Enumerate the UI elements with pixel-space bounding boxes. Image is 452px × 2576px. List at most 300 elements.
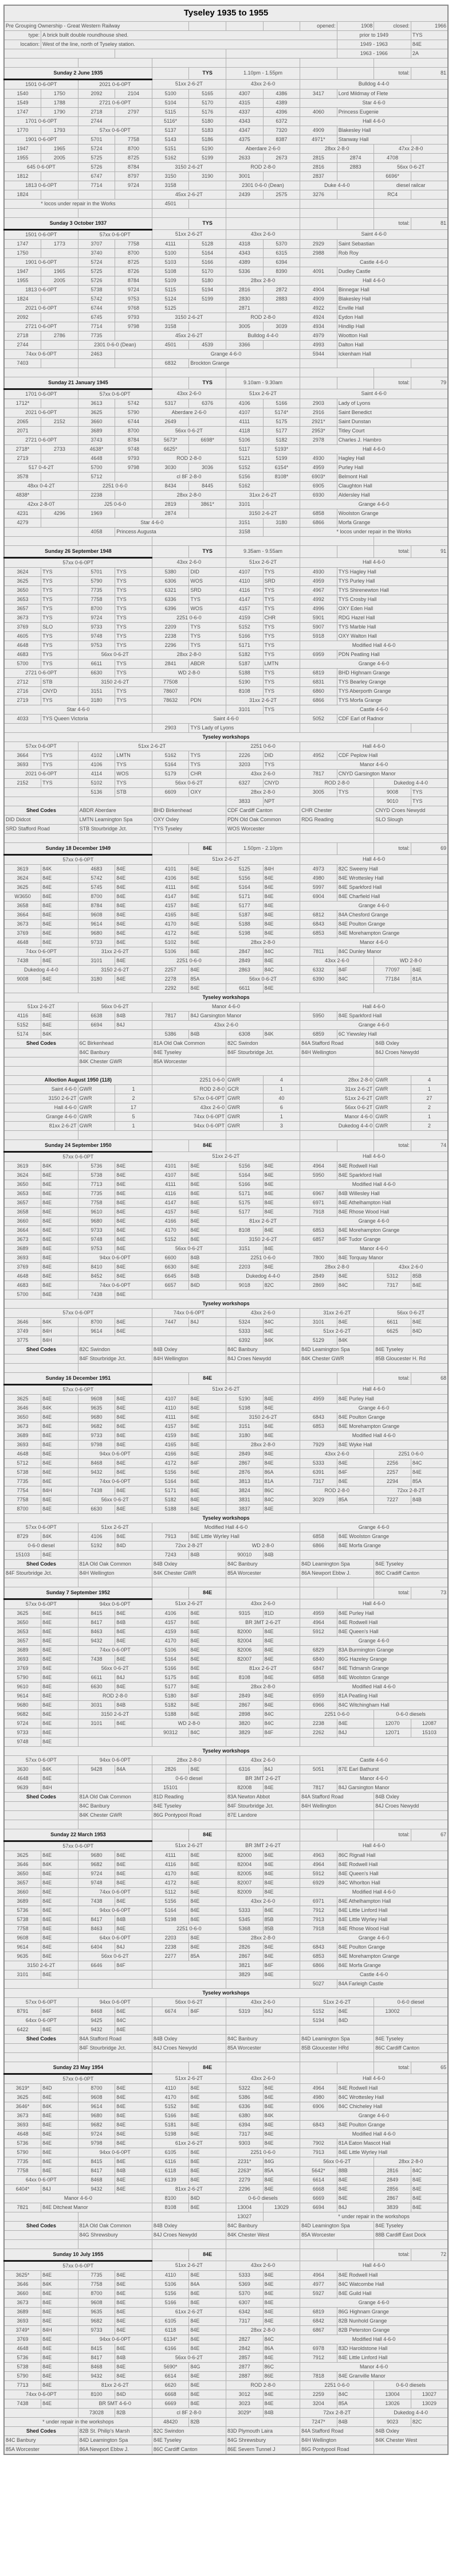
- cell: BHD Highnam Grange: [337, 669, 448, 678]
- cell: 3769: [4, 1664, 41, 1673]
- cell: 6867: [300, 2326, 337, 2335]
- cell: [78, 1774, 152, 1783]
- cell: 86A Newport Ebbw J.: [300, 1569, 374, 1578]
- cell: 5164: [152, 760, 189, 770]
- cell: Purley Hall: [337, 463, 448, 473]
- cell: 5194: [300, 2016, 337, 2025]
- cell: 57xx 0-6-0PT: [4, 1599, 78, 1609]
- cell: 3158: [152, 181, 189, 190]
- cell: Modified Hall 4-6-0: [300, 1431, 448, 1441]
- cell: 84E: [189, 1496, 226, 1505]
- cell: 84J: [263, 1765, 300, 1774]
- cell: 2296: [226, 2185, 263, 2194]
- cell: 6118: [152, 2326, 189, 2335]
- cell: 85A: [189, 1952, 226, 1961]
- cell: 84H: [41, 1783, 78, 1793]
- cell: 84E: [263, 1879, 300, 1888]
- cell: 5171: [226, 641, 263, 650]
- cell: 84E: [115, 1395, 152, 1404]
- cell: 77508: [152, 678, 189, 687]
- cell: RDG Reading: [300, 815, 374, 825]
- table-row: [4, 901, 448, 911]
- cell: 6390: [300, 975, 337, 984]
- cell: 84E: [115, 2176, 152, 2185]
- table-row: [4, 2335, 448, 2344]
- cell: 3613: [78, 399, 115, 408]
- cell: 84E Torquay Manor: [337, 1254, 448, 1263]
- cell: 3693: [4, 1655, 41, 1664]
- cell: 84E: [115, 901, 152, 911]
- cell: 2719: [4, 454, 41, 463]
- cell: [78, 1364, 152, 1373]
- cell: 5700: [4, 659, 41, 669]
- cell: 2259: [300, 2390, 337, 2399]
- cell: 57xx 0-6-0PT: [4, 1998, 78, 2007]
- cell: 57xx 0-6-0PT: [4, 742, 78, 751]
- cell: 40: [263, 1094, 300, 1103]
- cell: 2021 0-6-0PT: [4, 408, 78, 417]
- cell: 6638: [78, 1012, 115, 1021]
- cell: 3150 2-6-2T: [78, 678, 152, 687]
- cell: [374, 537, 448, 546]
- cell: 84E: [41, 920, 78, 929]
- table-row: [4, 2093, 448, 2102]
- cell: 7818: [300, 2372, 337, 2381]
- table-row: [4, 546, 448, 558]
- cell: 1790: [41, 108, 78, 117]
- cell: 81xx 2-6-2T: [226, 1217, 300, 1226]
- table-row: [4, 641, 448, 650]
- cell: 84E: [41, 1627, 78, 1637]
- cell: 2238: [300, 1719, 337, 1728]
- cell: 2716: [4, 687, 41, 696]
- cell: 3650: [4, 1869, 41, 1879]
- cell: Titley Court: [337, 427, 448, 436]
- cell: 73028: [78, 2409, 115, 2418]
- cell: 5156: [152, 1897, 189, 1906]
- cell: 3861*: [189, 500, 226, 509]
- cell: 5164: [152, 1655, 189, 1664]
- cell: 2721 0-6-0PT: [4, 322, 78, 331]
- cell: 4147: [152, 892, 189, 901]
- cell: 4375: [226, 135, 263, 145]
- cell: 5151: [152, 145, 189, 154]
- cell: 3101: [300, 1318, 337, 1327]
- cell: 5386: [226, 2093, 263, 2102]
- table-row: [4, 258, 448, 267]
- cell: 3769: [4, 623, 41, 632]
- cell: 4605: [4, 632, 41, 641]
- cell: 1947: [4, 267, 41, 276]
- cell: 7902: [300, 2139, 337, 2148]
- cell: 2887: [226, 2372, 263, 2381]
- cell: 82C Swindon: [152, 2427, 226, 2436]
- cell: [300, 1820, 374, 1829]
- cell: 9793: [115, 454, 152, 463]
- cell: 5165: [189, 89, 226, 99]
- cell: TYS: [263, 641, 300, 650]
- table-row: [4, 1345, 448, 1355]
- table-row: [4, 558, 448, 568]
- cell: 72: [411, 2249, 448, 2261]
- cell: Grange 4-6-0: [300, 2298, 448, 2308]
- cell: TYS: [263, 632, 300, 641]
- cell: 84E: [41, 2335, 78, 2344]
- cell: 6866: [300, 1961, 337, 1970]
- cell: 84A: [115, 1765, 152, 1774]
- cell: 6396: [152, 604, 189, 614]
- cell: * locos under repair in the Works: [300, 528, 448, 537]
- cell: 5194: [189, 286, 226, 295]
- cell: 84E: [189, 1450, 226, 1459]
- cell: TYS: [189, 623, 226, 632]
- cell: TYS: [411, 797, 448, 806]
- cell: [374, 2240, 448, 2249]
- cell: 3625: [4, 883, 41, 892]
- cell: 3660: [4, 1217, 41, 1226]
- cell: 84E: [189, 1609, 226, 1618]
- cell: 84E: [263, 1637, 300, 1646]
- cell: 84E: [337, 2185, 374, 2194]
- cell: 84C: [337, 1281, 374, 1290]
- cell: 82B Peterston Grange: [337, 2326, 448, 2335]
- cell: 84E: [189, 1673, 226, 1683]
- cell: 84E: [115, 1719, 152, 1728]
- cell: 5673*: [152, 436, 189, 445]
- cell: 28xx 2-8-0: [226, 788, 300, 797]
- cell: 2903: [152, 724, 189, 733]
- cell: J25 0-6-0: [78, 500, 152, 509]
- cell: 5125: [226, 865, 263, 874]
- cell: [226, 1829, 300, 1841]
- cell: 43xx 2-6-0: [374, 1263, 448, 1272]
- cell: 57xx 0-6-0PT: [4, 1152, 152, 1162]
- cell: 72xx 2-8-2T: [300, 2409, 374, 2418]
- cell: 84B: [337, 2418, 374, 2427]
- cell: 5345: [226, 1915, 263, 1925]
- cell: 85A Worcester: [4, 2445, 78, 2455]
- cell: 5312: [374, 1272, 411, 1281]
- cell: 64xx 0-6-0PT: [78, 1934, 152, 1943]
- cell: 5790: [115, 408, 152, 417]
- cell: GWR: [226, 1094, 263, 1103]
- cell: Grange 4-6-0: [300, 1217, 448, 1226]
- cell: 86C Cardiff Canton: [374, 2044, 448, 2053]
- cell: 84H: [263, 865, 300, 874]
- cell: 4106: [78, 760, 115, 770]
- cell: 2842: [226, 2344, 263, 2353]
- cell: Saint 4-6-0: [300, 230, 448, 240]
- cell: 5179: [152, 770, 189, 779]
- cell: 84E: [115, 1199, 152, 1208]
- cell: 4110: [226, 577, 263, 586]
- cell: Saint 4-6-0: [300, 389, 448, 399]
- cell: 84E: [263, 1869, 300, 1879]
- cell: Blakesley Hall: [337, 295, 448, 304]
- cell: 8417: [78, 2353, 115, 2363]
- cell: 3646*: [4, 2102, 41, 2111]
- cell: 8784: [115, 436, 152, 445]
- cell: Hindlip Hall: [337, 322, 448, 331]
- cell: [226, 218, 300, 230]
- cell: 84E: [115, 1318, 152, 1327]
- cell: 8108: [226, 1673, 263, 1683]
- cell: 84B Willesley Hall: [337, 1189, 448, 1199]
- cell: 64xx 0-6-0PT: [4, 2176, 78, 2185]
- cell: 7913: [300, 2148, 337, 2157]
- cell: 84E: [263, 1162, 300, 1171]
- cell: 4170: [152, 1637, 189, 1646]
- cell: Dalton Hall: [337, 341, 448, 350]
- cell: 3653: [4, 1189, 41, 1199]
- table-row: [4, 966, 448, 975]
- cell: 81A Old Oak Common: [78, 1793, 152, 1802]
- cell: 84E: [263, 957, 300, 966]
- cell: 4389: [226, 258, 263, 267]
- cell: 5738: [4, 1915, 41, 1925]
- cell: 6929: [300, 1879, 337, 1888]
- cell: 84J Croes Newydd: [374, 1802, 448, 1811]
- cell: 13004: [226, 2203, 263, 2212]
- cell: Hall 4-6-0: [300, 1002, 448, 1012]
- cell: 87E Landore: [226, 1811, 300, 1820]
- cell: 7758: [115, 240, 152, 249]
- cell: Grange 4-6-0: [300, 1637, 448, 1646]
- cell: 68: [411, 1373, 448, 1385]
- cell: 7247*: [300, 2418, 337, 2427]
- cell: [226, 2016, 300, 2025]
- cell: 2263*: [226, 2167, 263, 2176]
- cell: 84E: [115, 2084, 152, 2093]
- cell: [300, 1505, 374, 1514]
- cell: 3646: [4, 2280, 41, 2289]
- cell: [78, 797, 152, 806]
- cell: 5164: [226, 883, 263, 892]
- cell: 5738: [4, 1468, 41, 1477]
- cell: 84D Leamington Spa: [300, 2035, 374, 2044]
- cell: 51xx 2-6-2T: [300, 1327, 374, 1336]
- cell: 86A Newport Ebbw J.: [78, 2445, 152, 2455]
- cell: [41, 341, 78, 350]
- table-row: [4, 1254, 448, 1263]
- table-row: [4, 687, 448, 696]
- cell: 2005: [41, 276, 78, 286]
- cell: 84E: [263, 1208, 300, 1217]
- cell: [152, 218, 189, 230]
- cell: 4389: [263, 99, 300, 108]
- cell: 79: [411, 377, 448, 389]
- cell: [41, 473, 78, 482]
- cell: 2841: [152, 659, 189, 669]
- cell: 28xx 2-8-0: [300, 1263, 374, 1272]
- cell: 5790: [4, 2148, 41, 2157]
- cell: TYS: [115, 614, 152, 623]
- cell: 84E: [263, 1673, 300, 1683]
- cell: [374, 825, 448, 834]
- cell: 5129: [300, 1336, 337, 1345]
- table-row: [4, 1103, 448, 1113]
- cell: 8108*: [263, 473, 300, 482]
- cell: 5738: [4, 2363, 41, 2372]
- cell: 5115: [152, 108, 189, 117]
- cell: 9614: [4, 1943, 41, 1952]
- cell: 6843: [300, 1413, 337, 1422]
- table-row: [4, 1609, 448, 1618]
- cell: Manor 4-6-0: [300, 760, 448, 770]
- table-row: [4, 2121, 448, 2130]
- cell: 2849: [300, 1272, 337, 1281]
- cell: 84C: [263, 966, 300, 975]
- cell: 84E: [189, 2084, 226, 2093]
- cell: 86C: [263, 2363, 300, 2372]
- cell: 3657: [4, 1879, 41, 1888]
- cell: 3150 2-6-2T: [152, 313, 226, 322]
- cell: 85A: [189, 975, 226, 984]
- cell: 3101: [226, 500, 263, 509]
- cell: 84E: [189, 1486, 226, 1496]
- cell: [152, 546, 189, 558]
- cell: 9768: [115, 304, 152, 313]
- cell: 84C: [411, 1459, 448, 1468]
- cell: [4, 1811, 78, 1820]
- cell: 57xx 0-6-0PT: [4, 1309, 152, 1318]
- cell: [374, 2025, 448, 2035]
- cell: 4166: [152, 1217, 189, 1226]
- cell: 2867: [226, 1952, 263, 1961]
- section-label: 84E: [189, 1140, 226, 1152]
- cell: 7227: [374, 1496, 411, 1505]
- cell: 74: [411, 1140, 448, 1152]
- cell: total:: [374, 377, 411, 389]
- table-row: [4, 1879, 448, 1888]
- cell: [337, 2249, 374, 2261]
- cell: 84E: [263, 1199, 300, 1208]
- cell: 84E: [41, 2363, 78, 2372]
- cell: 645 0-6-0PT: [4, 163, 78, 172]
- cell: 6866: [300, 518, 337, 528]
- cell: 84E: [115, 892, 152, 901]
- cell: 2856: [374, 2185, 411, 2194]
- cell: 51xx 2-6-2T: [226, 558, 300, 568]
- cell: 5745: [78, 883, 115, 892]
- table-row: [4, 984, 448, 993]
- cell: 2797: [115, 108, 152, 117]
- cell: 84E: [115, 1869, 152, 1879]
- cell: 84E: [189, 2130, 226, 2139]
- table-row: [4, 1869, 448, 1879]
- cell: 3030: [152, 463, 189, 473]
- cell: 5100: [152, 89, 189, 99]
- cell: 6657: [152, 1281, 189, 1290]
- cell: 84E: [263, 1627, 300, 1637]
- cell: 74xx 0-6-0PT: [78, 1646, 152, 1655]
- cell: 84F: [189, 1459, 226, 1468]
- cell: 2871: [226, 304, 263, 313]
- table-row: [4, 2185, 448, 2194]
- cell: 3769: [4, 2335, 41, 2344]
- cell: 84B: [411, 1496, 448, 1505]
- cell: 84E: [115, 2280, 152, 2289]
- table-row: [4, 89, 448, 99]
- cell: 56xx 0-6-2T: [78, 1664, 152, 1673]
- cell: 84E: [189, 1404, 226, 1413]
- cell: [300, 724, 374, 733]
- table-row: [4, 1599, 448, 1609]
- cell: 3012: [226, 2390, 263, 2399]
- table-row: [4, 1208, 448, 1217]
- table-row: [4, 2326, 448, 2335]
- cell: 84E: [189, 1860, 226, 1869]
- table-row: [4, 1569, 448, 1578]
- cell: 84E: [263, 1952, 300, 1961]
- cell: 84E Woolston Grange: [337, 1673, 448, 1683]
- cell: 84E: [115, 1217, 152, 1226]
- cell: 31xx 2-6-2T: [300, 1309, 374, 1318]
- cell: 45xx 2-6-2T: [152, 190, 226, 200]
- cell: 84E: [115, 1290, 152, 1299]
- cell: [115, 509, 152, 518]
- cell: 1750: [41, 89, 78, 99]
- cell: 84B: [115, 1915, 152, 1925]
- cell: 84E: [263, 2308, 300, 2317]
- cell: TYS Tyseley: [152, 825, 226, 834]
- cell: 5166: [226, 1180, 263, 1189]
- cell: [4, 1048, 78, 1057]
- cell: 84E: [41, 1925, 78, 1934]
- cell: 2226: [226, 751, 263, 760]
- cell: 84E Morehampton Grange: [337, 1226, 448, 1235]
- cell: total:: [374, 843, 411, 855]
- section-label: Shed Codes: [4, 2222, 78, 2231]
- cell: 3673: [4, 920, 41, 929]
- cell: 56xx 0-6-2T: [374, 1309, 448, 1318]
- cell: 84E: [189, 2335, 226, 2344]
- cell: 6646: [78, 1961, 115, 1970]
- cell: 9608: [78, 2093, 115, 2102]
- table-row: [4, 568, 448, 577]
- section-label: TYS: [189, 546, 226, 558]
- table-row: [4, 843, 448, 855]
- table-row: [4, 40, 448, 49]
- cell: TYS: [263, 669, 300, 678]
- cell: 5152: [226, 463, 263, 473]
- cell: 1901 0-6-0PT: [4, 135, 78, 145]
- cell: [152, 2249, 189, 2261]
- cell: 4930: [300, 454, 337, 463]
- cell: [78, 58, 152, 68]
- cell: 9793: [115, 313, 152, 322]
- cell: 5188: [226, 669, 263, 678]
- cell: [189, 304, 226, 313]
- cell: 84E: [263, 1655, 300, 1664]
- cell: 1.50pm - 2.10pm: [226, 843, 300, 855]
- cell: 3829: [226, 1970, 263, 1980]
- cell: 84C: [263, 1496, 300, 1505]
- cell: TYS: [263, 705, 300, 715]
- cell: [78, 359, 115, 368]
- section-label: Tyseley workshops: [4, 1989, 448, 1998]
- cell: Aldersley Hall: [337, 491, 448, 500]
- cell: 2277: [152, 1952, 189, 1961]
- cell: SRD: [263, 577, 300, 586]
- cell: 43xx 2-6-0: [226, 770, 300, 779]
- table-row: [4, 1925, 448, 1934]
- cell: 4106: [152, 874, 189, 883]
- cell: 5175: [263, 417, 300, 427]
- cell: 4118: [226, 427, 263, 436]
- cell: 4107: [152, 1395, 189, 1404]
- cell: 84E Athelhampton Hall: [337, 1897, 448, 1906]
